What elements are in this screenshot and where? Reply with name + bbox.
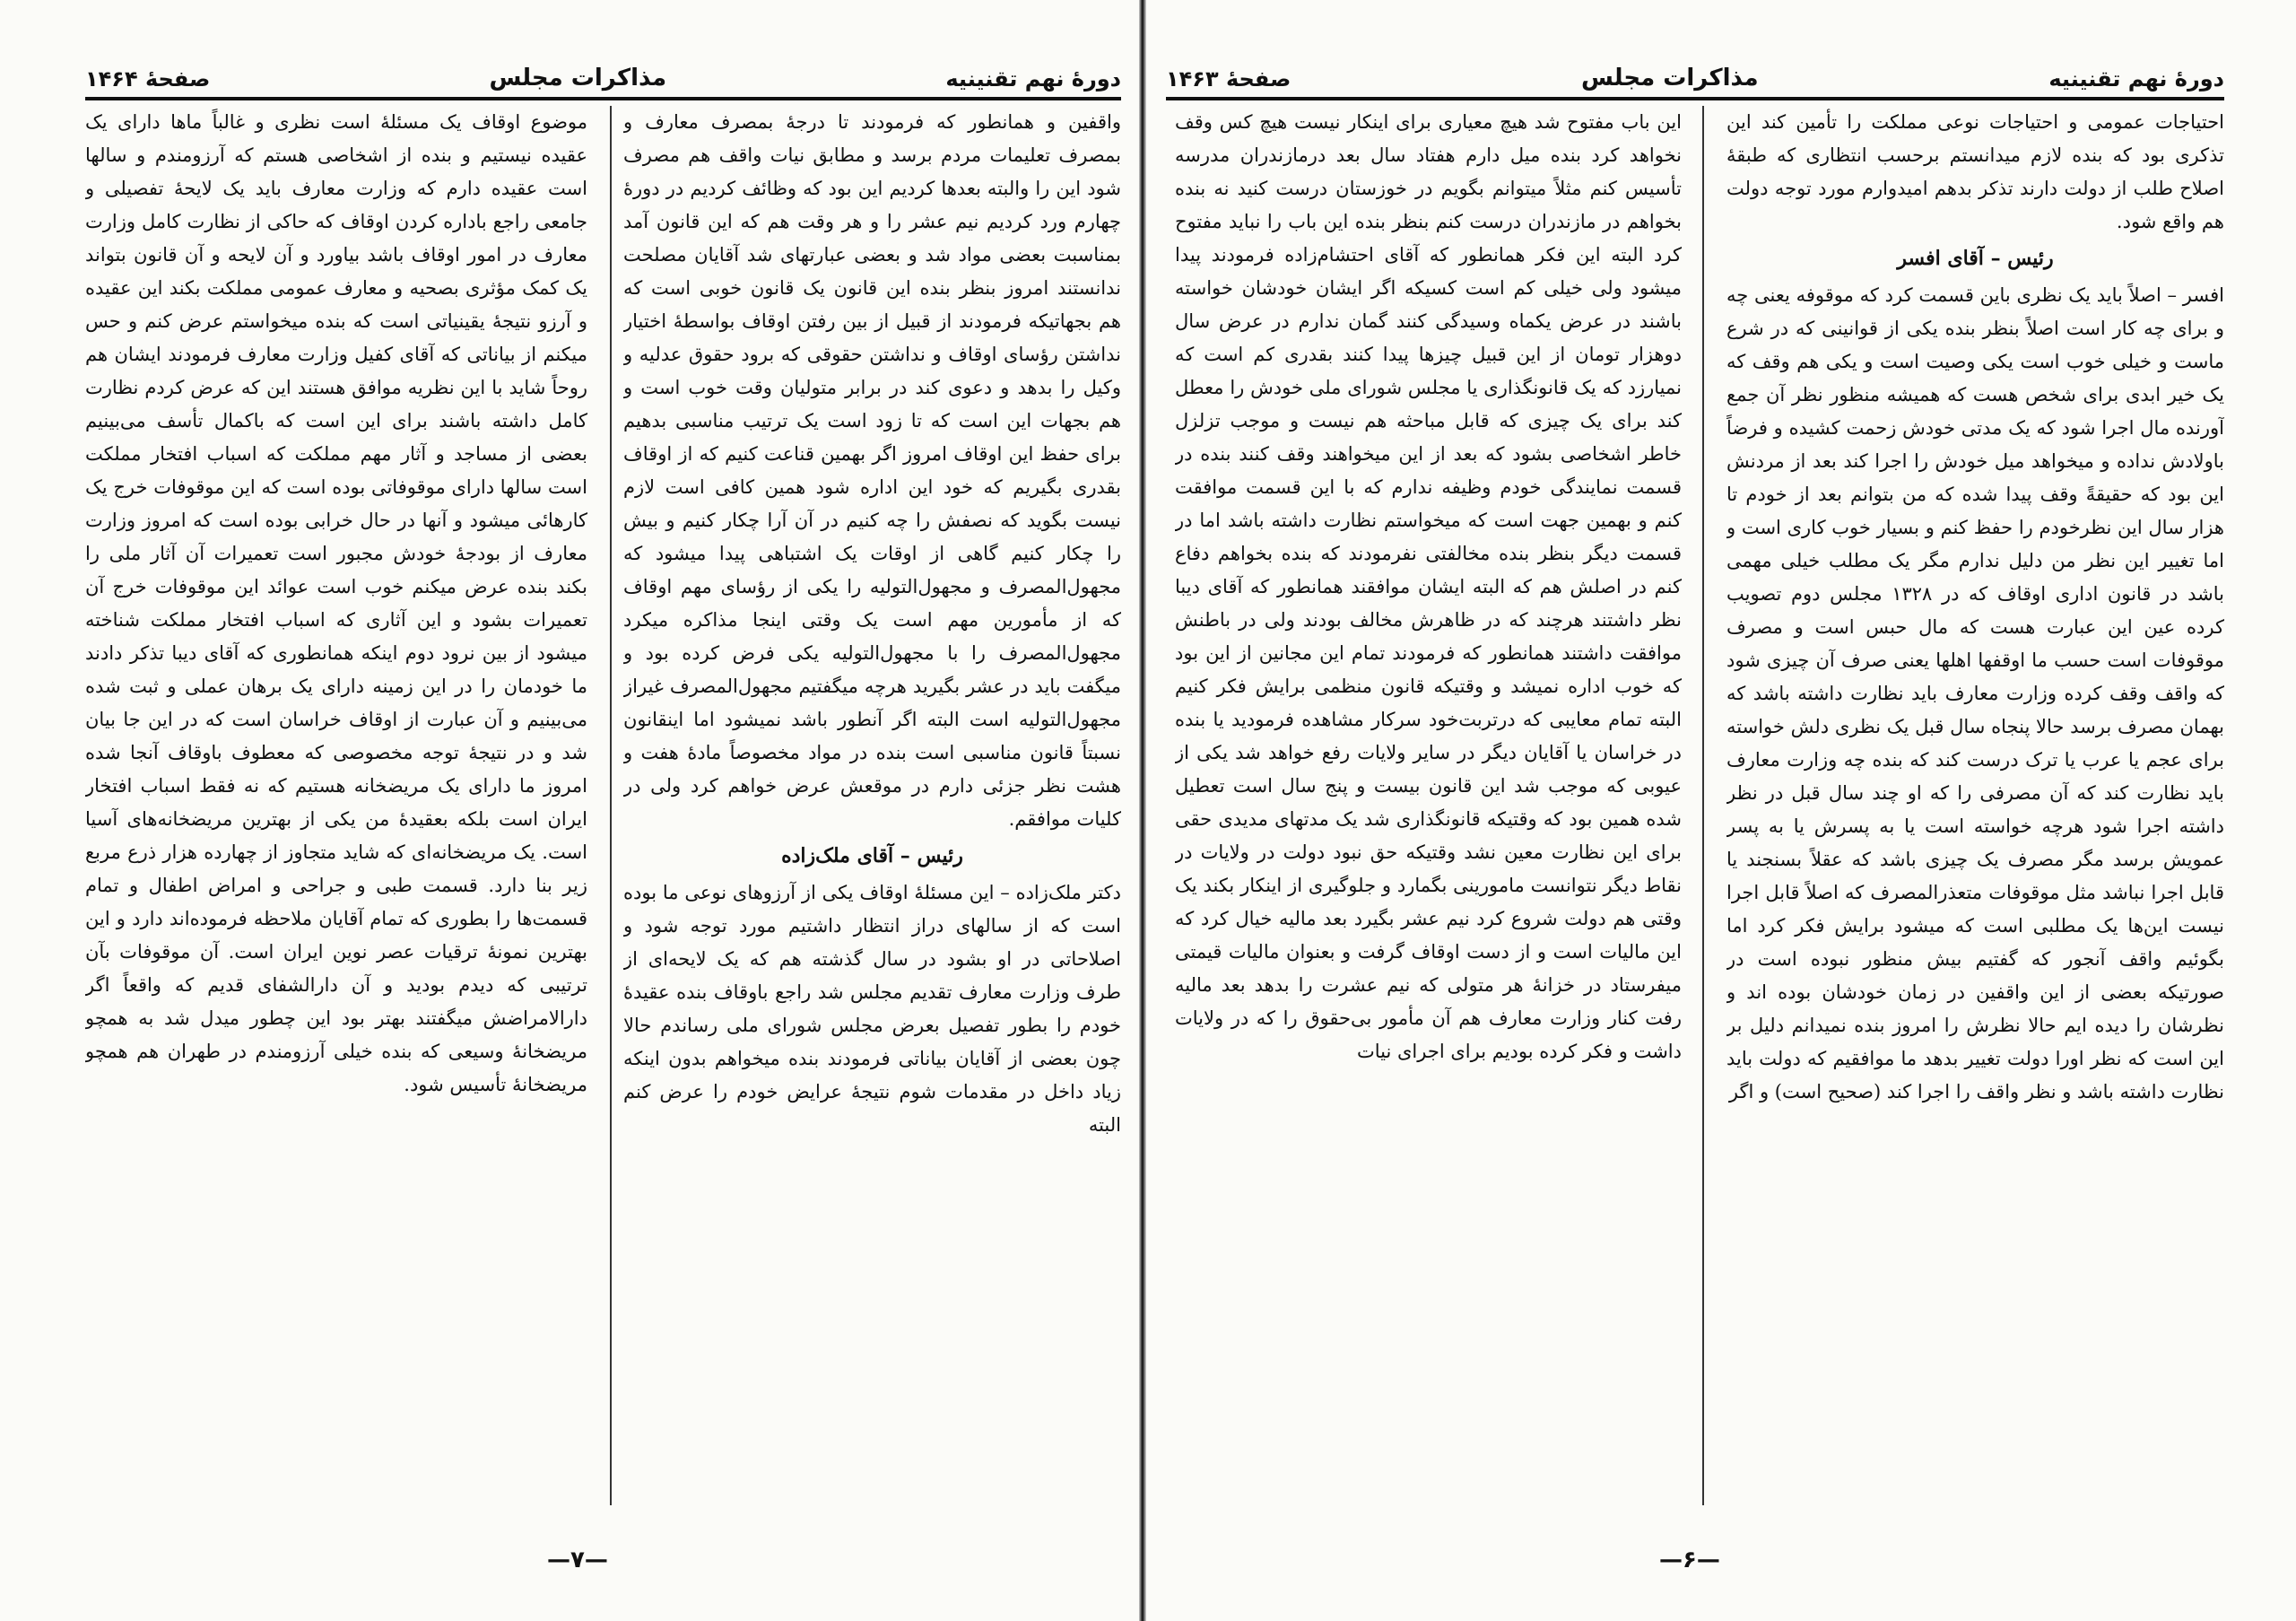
speaker-heading: رئیس – آقای افسر [1897,247,2054,270]
right-page-right-column [1726,106,2224,1505]
right-page-header [1166,56,2224,92]
paragraph: واقفین و همانطور که فرمودند تا درجهٔ بمصرف معارف و بمصرف تعلیمات مردم برسد و مطابق نیات واقف هم مصرف شود این را والبته بعدها کردیم این بود که وظائف کردیم در دورهٔ چهارم ورد کردیم نیم عشر را و هر وقت هم که این قانون آمد بمناسبت بعضی مواد شد و بعضی عبارتهای شد آقایان مصلحت ندانستند امروز بنظر بنده این قانون یک قانون خوبی است که هم بجهاتیکه فرمودند از قبیل از بین رفتن اوقاف بواسطهٔ اختیار نداشتن رؤسای اوقاف و نداشتن حقوقی که برود حقوق عدلیه و وکیل را بدهد و دعوی کند در برابر متولیان وقت خوب است و هم بجهات این است که تا زود است یک ترتیب مناسبی بدهیم برای حفظ این اوقاف امروز اگر بهمین قناعت کنیم که از اوقاف بقدری بگیریم که خود این اداره شود همین کافی است لازم نیست بگوید که نصفش را چه کنیم در آن آرا چکار کنیم و بیش را چکار کنیم گاهی از اوقات یک اشتباهی پیدا میشود که مجهول‌المصرف و مجهول‌التولیه را یکی از رؤسای مهم اوقاف که از مأمورین مهم است یک وقتی اینجا مذاکره میکرد مجهول‌المصرف را با مجهول‌التولیه یکی فرض کرده بود و میگفت باید در عشر بگیرید هرچه میگفتیم مجهول‌المصرف غیراز مجهول‌التولیه است البته اگر آنطور باشد نمیشود اما اینقانون نسبتاً قانون مناسبی است بنده در مواد مخصوصاً مادهٔ هفت و هشت نظر جزئی دارم در موقعش عرض خواهم کرد ولی در کلیات موافقم. [623,111,1121,830]
right-header-rule [1166,97,2224,100]
left-header-rule [85,97,1121,100]
right-page-left-column [1175,106,1682,1505]
right-page [1166,0,2224,1621]
column-divider [1702,106,1704,1505]
paragraph: افسر – اصلاً باید یک نظری باین قسمت کرد که موقوفه یعنی چه و برای چه کار است اصلاً بنظر بنده یکی از قوانینی که در شرع ماست و خیلی خوب است یکی وصیت است و یکی هم وقف که یک خیر ابدی برای شخص هست که همیشه منظور نظر آن جمع آورنده مال اجرا شود که یک مدتی خودش زحمت کشیده و فرضاً باولادش نداده و میخواهد میل خودش را اجرا کند بعد از مردنش این بود که حقیقةً وقف پیدا شده که من بتوانم بعد از خودم تا هزار سال این نظرخودم را حفظ کنم و بسیار خوب کاری است و اما تغییر این نظر من دلیل ندارم مگر یک مطلب خیلی مهمی باشد در قانون اداری اوقاف که در ۱۳۲۸ مجلس دوم تصویب کرده عین این عبارت هست که مال حبس است و مصرف موقوفات است حسب ما اوقفها اهلها یعنی صرف آن چیزی شود که واقف وقف کرده وزارت معارف باید نظارت داشته باشد که بهمان مصرف برسد حالا پنجاه سال قبل یک نظری دلش خواسته برای عجم یا عرب یا ترک درست کند که بنده چه وزارت معارف باید نظارت کند که آن مصرفی را که او چند سال قبل در نظر داشته اجرا شود هرچه خواسته است یا به پسرش یا به پسر عمویش برسد مگر مصرف یک چیزی باشد که عقلاً بسنجند یا قابل اجرا نباشد مثل موقوفات متعذرالمصرف که اصلاً قابل اجرا نیست این‌ها یک مطلبی است که میشود برایش فکر کرد اما بگوئیم واقف آنجور که گفتیم بیش منظور نبوده است در صورتیکه بعضی از این واقفین در زمان خودشان بوده اند و نظرشان را دیده ایم حالا نظرش را امروز بنده نمیدانم دلیل بر این است که نظر اورا دولت تغییر بدهد ما موافقیم که دولت باید نظارت داشته باشد و نظر واقف را اجرا کند (صحیح است) و اگر [1726,284,2224,1102]
right-header-session: دورهٔ نهم تقنینیه [2048,66,2224,92]
left-header-session: دورهٔ نهم تقنینیه [945,66,1121,92]
speaker-heading: رئیس – آقای ملک‌زاده [781,844,963,867]
right-header-page: صفحهٔ ۱۴۶۳ [1166,66,1292,92]
right-header-title: مذاکرات مجلس [1581,65,1759,92]
column-divider [610,106,612,1505]
paragraph: احتیاجات عمومی و احتیاجات نوعی مملکت را تأمین کند این تذکری بود که بنده لازم میدانستم برحسب انتظاری که طبقهٔ اصلاح طلب از دولت دارند تذکر بدهم امیدوارم مورد توجه دولت هم واقع شود. [1726,111,2224,232]
paragraph: این باب مفتوح شد هیچ معیاری برای اینکار نیست هیچ کس وقف نخواهد کرد بنده میل دارم هفتاد سال بعد درمازندران مدرسه تأسیس کنم مثلاً میتوانم بگویم در خوزستان درست کنید نه بنده بخواهم در مازندران درست کنم بنظر بنده این باب را نباید مفتوح کرد البته این فکر همانطور که آقای احتشام‌زاده فرمودند پیدا میشود ولی خیلی کم است کسیکه اگر ایشان خودشان خواسته باشند در عرض یکماه وسیدگی کنند گمان ندارم در عرض سال دوهزار تومان از این قبیل چیزها پیدا کنند بقدری کم است که نمیارزد که یک قانونگذاری یا مجلس شورای ملی خودش را معطل کند برای یک چیزی که قابل مباحثه هم نیست و موجب تزلزل خاطر اشخاصی بشود که بعد از این میخواهند وقف کنند بنده در قسمت نمایندگی خودم وظیفه ندارم که با این قسمت موافقت کنم و بهمین جهت است که میخواستم نظارت داشته باشد اما در قسمت دیگر بنظر بنده مخالفتی نفرمودند که بنده بخواهم دفاع کنم در اصلش هم که البته ایشان موافقند همانطور که آقای دیبا نظر داشتند هرچند که در ظاهرش مخالف بودند ولی در باطنش موافقت داشتند همانطور که فرمودند تمام این مجانین از این بود که خوب اداره نمیشد و وقتیکه قانون منظمی برایش فکر کنیم البته تمام معایبی که درتربت‌خود سرکار مشاهده فرمودید یا بنده در خراسان یا آقایان دیگر در سایر ولایات رفع خواهد شد یکی از عیوبی که موجب شد این قانون بیست و پنج سال است تعطیل شده همین بود که وقتیکه قانونگذاری شد یک مدتهای مدیدی حقی برای این نظارت معین نشد وقتیکه حق نبود دولت در ولایات در نقاط دیگر نتوانست مامورینی بگمارد و جلوگیری از اینکار بکند یک وقتی هم دولت شروع کرد نیم عشر بگیرد بعد مالیه خیال کرد که این مالیات است و از دست اوقاف گرفت و بعنوان مالیات قیمتی میفرستاد در خزانهٔ هر متولی که نیم عشرت را بدهد بعد مالیه رفت کنار وزارت معارف هم آن مأمور بی‌حقوق را که در ولایات داشت و فکر کرده بودیم برای اجرای نیات [1175,111,1682,1062]
left-page-right-column [623,106,1121,1505]
paragraph: موضوع اوقاف یک مسئلهٔ است نظری و غالباً ماها دارای یک عقیده نیستیم و بنده از اشخاصی هستم که آرزومندم و سالها است عقیده دارم که وزارت معارف باید یک لایحهٔ تفصیلی و جامعی راجع باداره کردن اوقاف که حاکی از نظارت کامل وزارت معارف در امور اوقاف باشد بیاورد و آن لایحه و آن قانون بتواند یک کمک مؤثری بصحیه و معارف عمومی مملکت بکند این عقیده و آرزو نتیجهٔ یقینیاتی است که بنده میخواستم عرض کنم و حس میکنم از بیاناتی که آقای کفیل وزارت معارف فرمودند ایشان هم روحاً شاید با این نظریه موافق هستند این که عرض کردم نظارت کامل داشته باشند برای این است که باکمال تأسف می‌بینیم بعضی از مساجد و آثار مهم مملکت که اسباب افتخار مملکت است سالها دارای موقوفاتی بوده است که این موقوفات خرج یک کارهائی میشود و آنها در حال خرابی بوده است که امروز وزارت معارف از بودجهٔ خودش مجبور است تعمیرات آن آثار ملی را بکند بنده عرض میکنم خوب است عوائد این موقوفات خرج آن تعمیرات بشود و این آثاری که اسباب افتخار مملکت شناخته میشود از بین نرود دوم اینکه همانطوری که آقای دیبا تذکر دادند ما خودمان را در این زمینه دارای یک برهان عملی و ثبت شده می‌بینیم و آن عبارت از اوقاف خراسان است که در این جا بیان شد و در نتیجهٔ توجه مخصوصی که معطوف باوقاف آنجا شده امروز ما دارای یک مریضخانه هستیم که نه فقط اسباب افتخار ایران است بلکه بعقیدهٔ من یکی از بهترین مریضخانه‌های آسیا است. یک مریضخانه‌ای که شاید متجاوز از چهارده هزار ذرع مربع زیر بنا دارد. قسمت طبی و جراحی و امراض اطفال و تمام قسمت‌ها را بطوری که تمام آقایان ملاحظه فرموده‌اند دارد و این بهترین نمونهٔ ترقیات عصر نوین ایران است. آن موقوفات بآن ترتیبی که دیدم بودید و آن دارالشفای قدیم که واقعاً اگر دارالامراضش میگفتند بهتر بود این چطور میدل شد به همچو مریضخانهٔ وسیعی که بنده خیلی آرزومندم در طهران هم همچو مریضخانهٔ تأسیس شود. [85,111,587,1095]
left-page [85,0,1121,1621]
left-page-number: —۷— [547,1547,608,1573]
left-page-header [85,56,1121,92]
book-gutter [1139,0,1146,1621]
left-page-left-column [85,106,587,1505]
left-header-page: صفحهٔ ۱۴۶۴ [85,66,211,92]
left-header-title: مذاکرات مجلس [489,65,667,92]
paragraph: دکتر ملک‌زاده – این مسئلهٔ اوقاف یکی از آرزوهای نوعی ما بوده است که از سالهای دراز انتظار داشتیم مورد توجه شود و اصلاحاتی در او بشود در سال گذشته هم که یک لایحه‌ای از طرف وزارت معارف تقدیم مجلس شد راجع باوقاف بنده عقیدهٔ خودم را بطور تفصیل بعرض مجلس شورای ملی رساندم حالا چون بعضی از آقایان بیاناتی فرمودند بنده میخواهم بدون اینکه زیاد داخل در مقدمات شوم نتیجهٔ عرایض خودم را عرض کنم البته [623,882,1121,1136]
right-page-number: —۶— [1659,1547,1720,1573]
